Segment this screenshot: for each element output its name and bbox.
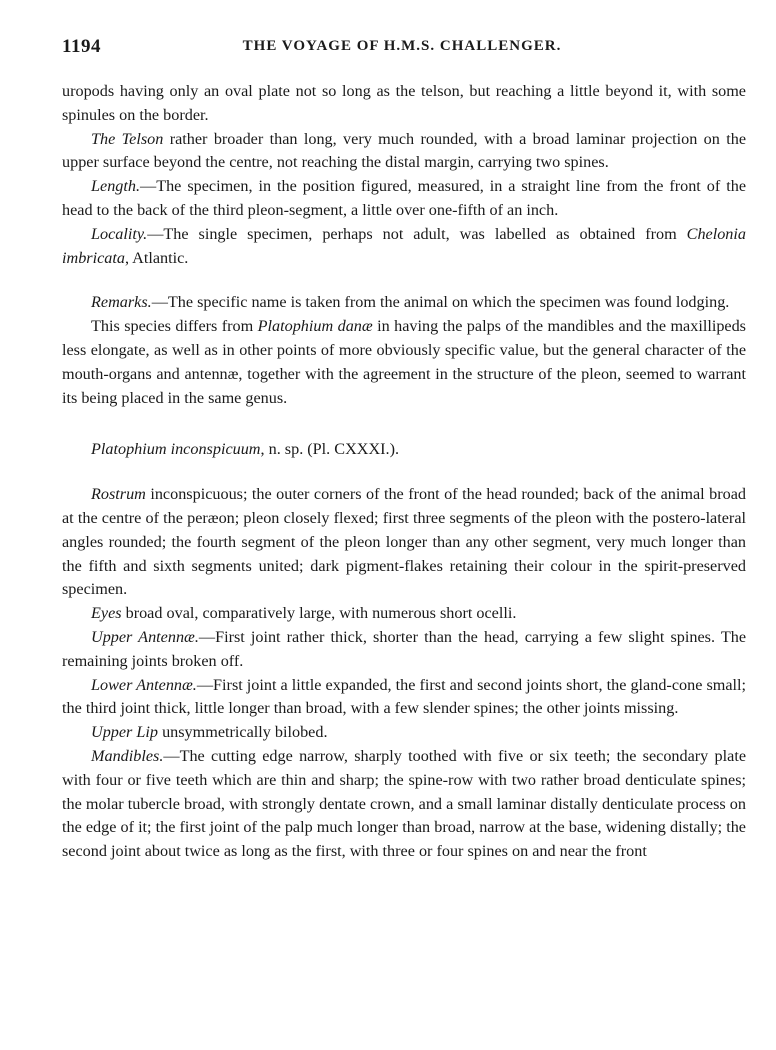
new-species-heading: [91, 438, 746, 462]
running-title: THE VOYAGE OF H.M.S. CHALLENGER.: [242, 38, 562, 54]
paragraph-remarks: [62, 291, 746, 315]
rostrum-text: inconspicuous; the outer corners of the front of the head rounded; back of the animal broad at the centre of the peræon; pleon closely flexed; first three segments of the pleon with the postero-lateral angles rounded; the fourth segment of the pleon longer than any other segment, very much longer than the fifth and sixth segments united; dark pigment-flakes retaining their colour in the spirit-preserved specimen.: [62, 485, 746, 599]
mandibles-text: —The cutting edge narrow, sharply toothed with five or six teeth; the secondary plate with four or five teeth which are thin and sharp; the spine-row with two rather broad denticulate spines; the molar tubercle broad, with strongly dentate crown, and a small laminar distally denticulate process on the edge of it; the first joint of the palp much longer than broad, narrow at the base, widening distally; the second joint about twice as long as the first, with three or four spines on and near the front: [62, 746, 746, 861]
locality-tail: , Atlantic.: [124, 248, 189, 267]
page-number: 1194: [62, 36, 101, 57]
paragraph-mandibles: [62, 745, 746, 864]
remarks-lead: Remarks.: [91, 293, 152, 312]
mandibles-lead: Mandibles.: [91, 746, 164, 765]
paragraph-rostrum: [62, 483, 746, 602]
upper-antennae-text: —First joint rather thick, shorter than the head, carrying a few slight spines. The remaining joints broken off.: [62, 627, 747, 670]
locality-text: —The single specimen, perhaps not adult, was labelled as obtained from: [147, 224, 687, 243]
remarks-text: —The specific name is taken from the animal on which the specimen was found lodging.: [151, 293, 730, 312]
locality-species: Chelonia imbricata: [62, 224, 746, 267]
paragraph-uropods: [62, 80, 746, 128]
upper-lip-lead: Upper Lip: [91, 723, 159, 742]
eyes-lead: Eyes: [91, 604, 122, 623]
new-species-plate: , n. sp. (Pl. CXXXI.).: [260, 440, 400, 459]
paragraph-length: [62, 175, 746, 223]
new-species-name: Platophium inconspicuum: [91, 440, 261, 459]
telson-text: rather broader than long, very much rounded, with a broad laminar projection on the upper surface beyond the centre, not reaching the distal margin, carrying two spines.: [62, 129, 746, 172]
paragraph-upper-antennae: [62, 626, 746, 674]
paragraph-upper-lip: [62, 721, 746, 745]
length-text: —The specimen, in the position figured, measured, in a straight line from the front of the head to the back of the third pleon-segment, a little over one-fifth of an inch.: [62, 177, 746, 219]
differs-species: Platophium danæ: [257, 317, 373, 336]
lower-antennae-text: —First joint a little expanded, the first and second joints short, the gland-cone small; the third joint thick, little longer than broad, with a few slender spines; the other joints missing.: [62, 675, 747, 718]
paragraph-differs: [62, 315, 746, 410]
upper-antennae-lead: Upper Antennæ.: [91, 627, 199, 646]
telson-lead: The Telson: [91, 129, 164, 148]
running-head: [62, 36, 742, 60]
paragraph-locality: [62, 223, 746, 271]
uropods-text: uropods having only an oval plate not so long as the telson, but reaching a little beyond it, with some spinules on the border.: [62, 82, 746, 124]
differs-text-b: in having the palps of the mandibles and the maxillipeds less elongate, as well as in other points of more obviously specific value, but the general character of the mouth-organs and antennæ, together with the agreement in the structure of the pleon, seemed to warrant its being placed in the same genus.: [62, 317, 746, 407]
lower-antennae-lead: Lower Antennæ.: [91, 675, 197, 694]
rostrum-lead: Rostrum: [91, 485, 146, 504]
paragraph-telson: [62, 128, 746, 176]
paragraph-eyes: [62, 602, 746, 626]
eyes-text: broad oval, comparatively large, with numerous short ocelli.: [121, 604, 517, 623]
paragraph-lower-antennae: [62, 674, 746, 722]
differs-text-a: This species differs from: [91, 317, 258, 336]
upper-lip-text: unsymmetrically bilobed.: [158, 723, 328, 742]
length-lead: Length.: [91, 177, 141, 196]
body-text: [62, 80, 746, 864]
locality-lead: Locality.: [91, 224, 148, 243]
